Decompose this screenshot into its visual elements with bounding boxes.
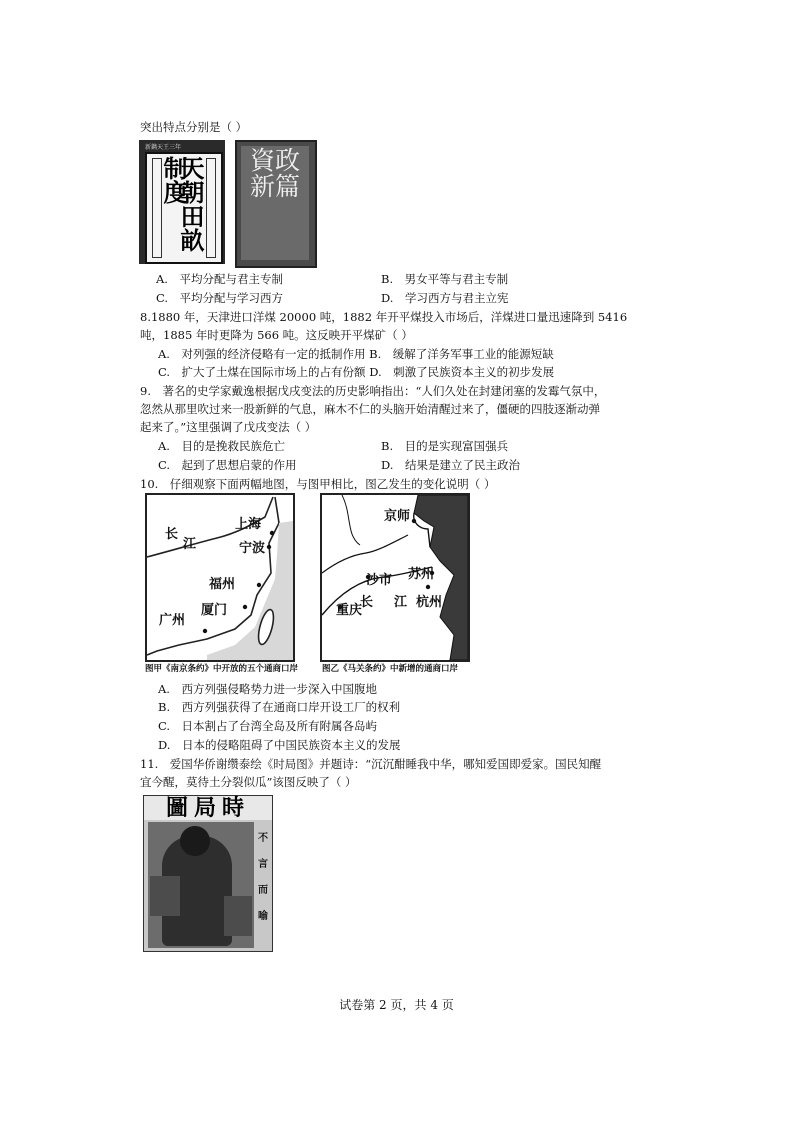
map-b-label-hangzhou: 杭州 — [416, 595, 443, 610]
q8-options-ab[interactable]: A. 对列强的经济侵略有一定的抵制作用 B. 缓解了洋务军事工业的能源短缺 — [158, 347, 554, 361]
map-a-label-xiamen: 厦门 — [201, 603, 228, 618]
q9-option-a[interactable]: A. 目的是挽救民族危亡 — [158, 439, 285, 453]
map-b-label-jiang: 江 — [394, 595, 408, 610]
shijutu-image — [143, 795, 273, 952]
q7-image-tianchao — [139, 140, 225, 264]
map-a — [145, 493, 295, 662]
q7-image-zizheng — [235, 140, 317, 268]
map-a-label-shanghai: 上海 — [235, 517, 262, 532]
map-b-label-shashi: 沙市 — [366, 573, 393, 588]
q11-line-2: 宜今醒，莫待土分裂似瓜”该图反映了（ ） — [140, 775, 357, 789]
q8-options-cd[interactable]: C. 扩大了土煤在国际市场上的占有份额 D. 刺激了民族资本主义的初步发展 — [158, 365, 555, 379]
q7-img2-title: 資政新篇 — [249, 146, 300, 201]
shijutu-side-char-3: 而 — [258, 885, 268, 896]
map-b — [320, 493, 470, 662]
q9-option-c[interactable]: C. 起到了思想启蒙的作用 — [158, 458, 297, 472]
map-a-caption: 图甲《南京条约》中开放的五个通商口岸 — [145, 664, 299, 674]
q9-line-3: 起来了。”这里强调了戊戌变法（ ） — [140, 420, 317, 434]
shijutu-side-char-1: 不 — [258, 833, 268, 844]
q7-option-a[interactable]: A. 平均分配与君主专制 — [156, 272, 283, 286]
map-b-label-chang: 长 — [360, 595, 374, 610]
q7-option-c[interactable]: C. 平均分配与学习西方 — [156, 291, 284, 305]
map-a-label-jiang: 江 — [183, 537, 197, 552]
map-b-label-chongqing: 重庆 — [336, 603, 363, 618]
q8-line-1: 8.1880 年，天津进口洋煤 20000 吨，1882 年开平煤投入市场后，洋煤进口量迅速降到 5416 — [140, 310, 628, 324]
shijutu-side-char-4: 喻 — [258, 911, 268, 922]
q7-img1-title: 天朝田畝制度 — [159, 156, 205, 252]
q10-option-d[interactable]: D. 日本的侵略阻碍了中国民族资本主义的发展 — [158, 738, 401, 752]
q11-line-1: 11. 爱国华侨谢缵泰绘《时局图》并题诗：“沉沉酣睡我中华，哪知爱国即爱家。国民知醒 — [140, 757, 602, 771]
q10-option-b[interactable]: B. 西方列强获得了在通商口岸开设工厂的权利 — [158, 700, 401, 714]
map-a-label-chang: 长 — [165, 527, 179, 542]
page-footer: 试卷第 2 页，共 4 页 — [339, 998, 454, 1012]
q8-line-2: 吨，1885 年时更降为 566 吨。这反映开平煤矿（ ） — [140, 328, 413, 342]
q9-option-d[interactable]: D. 结果是建立了民主政治 — [381, 458, 520, 472]
map-b-label-suzhou: 苏州 — [408, 567, 435, 582]
q7-stem: 突出特点分别是（ ） — [140, 120, 248, 134]
map-a-label-fuzhou: 福州 — [209, 577, 236, 592]
shijutu-side-char-2: 言 — [258, 859, 268, 870]
map-b-caption: 图乙《马关条约》中新增的通商口岸 — [322, 664, 459, 674]
q7-img1-header: 新鐫天王三年 — [145, 144, 182, 151]
map-a-label-ningbo: 宁波 — [239, 541, 266, 556]
q9-line-2: 忽然从那里吹过来一股新鲜的气息，麻木不仁的头脑开始清醒过来了，僵硬的四肢逐渐动弹 — [140, 402, 600, 416]
q10-option-a[interactable]: A. 西方列强侵略势力进一步深入中国腹地 — [158, 682, 377, 696]
q7-option-b[interactable]: B. 男女平等与君主专制 — [381, 272, 509, 286]
shijutu-title: 圖局時 — [144, 796, 272, 820]
q9-option-b[interactable]: B. 目的是实现富国强兵 — [381, 439, 509, 453]
q10-option-c[interactable]: C. 日本割占了台湾全岛及所有附属各岛屿 — [158, 719, 378, 733]
q9-line-1: 9. 著名的史学家戴逸根据戊戌变法的历史影响指出：“人们久处在封建闭塞的发霉气氛中， — [140, 384, 606, 398]
q10-stem: 10. 仔细观察下面两幅地图，与图甲相比，图乙发生的变化说明（ ） — [140, 477, 496, 491]
q7-option-d[interactable]: D. 学习西方与君主立宪 — [381, 291, 509, 305]
map-b-label-jingshi: 京师 — [384, 509, 411, 524]
map-a-label-guangzhou: 广州 — [159, 613, 186, 628]
